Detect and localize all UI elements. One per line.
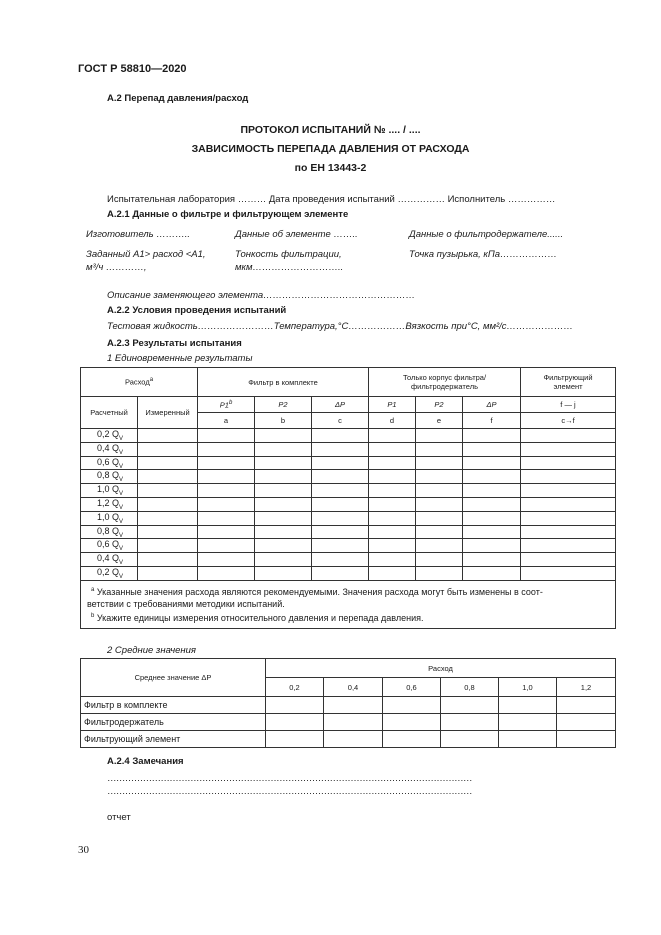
empty-cell xyxy=(255,553,312,567)
empty-cell xyxy=(312,566,369,580)
empty-cell xyxy=(383,714,441,731)
empty-cell xyxy=(198,525,255,539)
empty-cell xyxy=(369,553,416,567)
table-row xyxy=(81,442,616,456)
table-row xyxy=(81,525,616,539)
table-row xyxy=(81,497,616,511)
bubble-point-field: Точка пузырька, кПа……………… xyxy=(409,249,558,260)
empty-cell xyxy=(312,539,369,553)
empty-cell xyxy=(463,511,521,525)
empty-cell xyxy=(369,539,416,553)
empty-cell xyxy=(369,429,416,443)
table-row xyxy=(81,511,616,525)
empty-cell xyxy=(369,525,416,539)
empty-cell xyxy=(416,442,463,456)
table-row xyxy=(81,553,616,567)
table-row xyxy=(81,697,616,714)
empty-cell xyxy=(312,511,369,525)
empty-cell xyxy=(138,539,198,553)
empty-cell xyxy=(138,525,198,539)
empty-cell xyxy=(198,484,255,498)
header-dp: ΔP xyxy=(312,397,369,413)
manufacturer-field: Изготовитель ……….. xyxy=(86,229,191,240)
section-heading-a2: А.2 Перепад давления/расход xyxy=(107,93,249,104)
fineness-unit-field: мкм……………………….. xyxy=(235,262,344,273)
empty-cell xyxy=(383,731,441,748)
empty-cell xyxy=(463,539,521,553)
empty-cell xyxy=(521,566,616,580)
empty-cell xyxy=(521,553,616,567)
empty-cell xyxy=(138,484,198,498)
empty-cell xyxy=(312,456,369,470)
empty-cell xyxy=(416,497,463,511)
empty-cell xyxy=(499,714,557,731)
empty-cell xyxy=(198,442,255,456)
empty-cell xyxy=(255,566,312,580)
empty-cell xyxy=(255,456,312,470)
empty-cell xyxy=(463,566,521,580)
flow-given-field: Заданный А1> расход <А1, xyxy=(86,249,206,260)
section-heading-a24: А.2.4 Замечания xyxy=(107,756,184,767)
empty-cell xyxy=(138,566,198,580)
empty-cell xyxy=(521,470,616,484)
header-p1: P1$^b$ xyxy=(198,397,255,413)
empty-cell xyxy=(138,429,198,443)
empty-cell xyxy=(255,484,312,498)
calculated-flow-cell: 0,2 $Q_V$ xyxy=(81,566,138,580)
empty-cell xyxy=(521,511,616,525)
lab-line: Испытательная лаборатория ……… Дата проведения испытаний …………… Исполнитель …………… xyxy=(107,194,556,205)
page-number: 30 xyxy=(78,844,89,856)
holder-data-field: Данные о фильтродержателе...... xyxy=(409,229,564,240)
empty-cell xyxy=(463,470,521,484)
element-data-field: Данные об элементе …….. xyxy=(235,229,358,240)
empty-cell xyxy=(441,731,499,748)
flow-column-header: 0,4 xyxy=(324,678,383,697)
empty-cell xyxy=(463,525,521,539)
header-measured: Измеренный xyxy=(138,397,198,429)
empty-cell xyxy=(557,731,616,748)
empty-cell xyxy=(463,553,521,567)
empty-cell xyxy=(463,497,521,511)
header-average-dp: Среднее значение ΔP xyxy=(81,659,266,697)
row-label: Фильтродержатель xyxy=(81,714,266,731)
empty-cell xyxy=(312,442,369,456)
empty-cell xyxy=(463,442,521,456)
empty-cell xyxy=(138,456,198,470)
letter-cell: e xyxy=(416,413,463,429)
empty-cell xyxy=(312,429,369,443)
empty-cell xyxy=(198,566,255,580)
flow-column-header: 0,6 xyxy=(383,678,441,697)
header-element: Фильтрующий элемент xyxy=(521,368,616,397)
empty-cell xyxy=(557,697,616,714)
empty-cell xyxy=(416,484,463,498)
calculated-flow-cell: 0,6 $Q_V$ xyxy=(81,539,138,553)
empty-cell xyxy=(416,470,463,484)
header-housing: Только корпус фильтра/ фильтродержатель xyxy=(369,368,521,397)
empty-cell xyxy=(138,553,198,567)
empty-cell xyxy=(266,714,324,731)
protocol-subtitle: ЗАВИСИМОСТЬ ПЕРЕПАДА ДАВЛЕНИЯ ОТ РАСХОДА xyxy=(191,143,470,155)
flow-column-header: 0,8 xyxy=(441,678,499,697)
header-housing-p1: P1 xyxy=(369,397,416,413)
empty-cell xyxy=(463,429,521,443)
empty-cell xyxy=(198,470,255,484)
single-results-table xyxy=(80,367,616,629)
empty-cell xyxy=(521,442,616,456)
empty-cell xyxy=(521,484,616,498)
protocol-title: ПРОТОКОЛ ИСПЫТАНИЙ № .... / .... xyxy=(240,124,421,136)
header-calculated: Расчетный xyxy=(81,397,138,429)
calculated-flow-cell: 1,0 $Q_V$ xyxy=(81,511,138,525)
calculated-flow-cell: 1,0 $Q_V$ xyxy=(81,484,138,498)
empty-cell xyxy=(557,714,616,731)
empty-cell xyxy=(416,539,463,553)
header-p2: P2 xyxy=(255,397,312,413)
calculated-flow-cell: 0,8 $Q_V$ xyxy=(81,470,138,484)
subheading-single-results: 1 Единовременные результаты xyxy=(107,353,253,364)
empty-cell xyxy=(369,566,416,580)
header-flow-rate: Расход xyxy=(266,659,616,678)
table-row xyxy=(81,714,616,731)
empty-cell xyxy=(138,442,198,456)
empty-cell xyxy=(521,497,616,511)
empty-cell xyxy=(521,456,616,470)
replacement-field: Описание заменяющего элемента………………………………………… xyxy=(107,290,416,301)
table-row xyxy=(81,484,616,498)
empty-cell xyxy=(138,511,198,525)
empty-cell xyxy=(369,511,416,525)
empty-cell xyxy=(416,553,463,567)
section-heading-a21: А.2.1 Данные о фильтре и фильтрующем элементе xyxy=(107,209,349,220)
flow-column-header: 1,2 xyxy=(557,678,616,697)
letter-cell: b xyxy=(255,413,312,429)
row-label: Фильтрующий элемент xyxy=(81,731,266,748)
table-row xyxy=(81,539,616,553)
empty-cell xyxy=(138,497,198,511)
empty-cell xyxy=(198,553,255,567)
table-row xyxy=(81,456,616,470)
empty-cell xyxy=(312,525,369,539)
empty-cell xyxy=(266,731,324,748)
table-footnotes: $^а$ Указанные значения расхода являются рекомендуемыми. Значения расхода могут быть изменены в соот- ветствии с требованиями методики испытаний. $^b$ Укажите единицы измерения относительного давления и перепада давления. xyxy=(81,580,616,628)
flow-column-header: 1,0 xyxy=(499,678,557,697)
empty-cell xyxy=(255,442,312,456)
letter-cell: a xyxy=(198,413,255,429)
letter-cell: f xyxy=(463,413,521,429)
empty-cell xyxy=(416,456,463,470)
average-values-table xyxy=(80,658,616,748)
calculated-flow-cell: 0,4 $Q_V$ xyxy=(81,553,138,567)
flow-unit-field: м³/ч …………, xyxy=(86,262,147,273)
calculated-flow-cell: 0,2 $Q_V$ xyxy=(81,429,138,443)
calculated-flow-cell: 0,8 $Q_V$ xyxy=(81,525,138,539)
empty-cell xyxy=(369,497,416,511)
remarks-line-1: …………………………………………………………………………………………………………… xyxy=(107,773,472,784)
header-housing-p2: P2 xyxy=(416,397,463,413)
header-filter-complete: Фильтр в комплекте xyxy=(198,368,369,397)
empty-cell xyxy=(312,497,369,511)
row-label: Фильтр в комплекте xyxy=(81,697,266,714)
empty-cell xyxy=(369,442,416,456)
section-heading-a23: А.2.3 Результаты испытания xyxy=(107,338,242,349)
empty-cell xyxy=(198,456,255,470)
section-heading-a22: А.2.2 Условия проведения испытаний xyxy=(107,305,287,316)
empty-cell xyxy=(198,511,255,525)
table-row xyxy=(81,566,616,580)
header-housing-dp: ΔP xyxy=(463,397,521,413)
flow-column-header: 0,2 xyxy=(266,678,324,697)
empty-cell xyxy=(521,539,616,553)
empty-cell xyxy=(255,470,312,484)
table-row xyxy=(81,470,616,484)
empty-cell xyxy=(416,566,463,580)
empty-cell xyxy=(324,697,383,714)
empty-cell xyxy=(312,484,369,498)
empty-cell xyxy=(383,697,441,714)
table-row xyxy=(81,429,616,443)
empty-cell xyxy=(521,525,616,539)
calculated-flow-cell: 0,6 $Q_V$ xyxy=(81,456,138,470)
empty-cell xyxy=(138,470,198,484)
letter-cell: c→f xyxy=(521,413,616,429)
empty-cell xyxy=(499,697,557,714)
empty-cell xyxy=(255,497,312,511)
empty-cell xyxy=(416,429,463,443)
empty-cell xyxy=(521,429,616,443)
empty-cell xyxy=(369,470,416,484)
empty-cell xyxy=(416,511,463,525)
empty-cell xyxy=(369,484,416,498)
protocol-standard: по ЕН 13443-2 xyxy=(294,162,367,174)
empty-cell xyxy=(266,697,324,714)
empty-cell xyxy=(198,497,255,511)
empty-cell xyxy=(441,697,499,714)
empty-cell xyxy=(255,539,312,553)
empty-cell xyxy=(324,714,383,731)
document-code: ГОСТ Р 58810—2020 xyxy=(78,63,187,75)
report-label: отчет xyxy=(107,812,131,823)
empty-cell xyxy=(198,539,255,553)
subheading-average: 2 Средние значения xyxy=(107,645,197,656)
empty-cell xyxy=(312,553,369,567)
empty-cell xyxy=(312,470,369,484)
empty-cell xyxy=(255,525,312,539)
calculated-flow-cell: 1,2 $Q_V$ xyxy=(81,497,138,511)
header-flow: Расход$^а$ xyxy=(81,368,198,397)
remarks-line-2: …………………………………………………………………………………………………………… xyxy=(107,786,472,797)
empty-cell xyxy=(463,484,521,498)
letter-cell: c xyxy=(312,413,369,429)
conditions-line: Тестовая жидкость……………………Температура,°С………………Вязкость при°С, мм²/с………………… xyxy=(107,321,574,332)
empty-cell xyxy=(369,456,416,470)
header-fj: f — j xyxy=(521,397,616,413)
empty-cell xyxy=(463,456,521,470)
empty-cell xyxy=(499,731,557,748)
table-row xyxy=(81,731,616,748)
empty-cell xyxy=(255,511,312,525)
empty-cell xyxy=(324,731,383,748)
empty-cell xyxy=(255,429,312,443)
fineness-field: Тонкость фильтрации, xyxy=(235,249,342,260)
empty-cell xyxy=(198,429,255,443)
empty-cell xyxy=(416,525,463,539)
empty-cell xyxy=(441,714,499,731)
calculated-flow-cell: 0,4 $Q_V$ xyxy=(81,442,138,456)
letter-cell: d xyxy=(369,413,416,429)
